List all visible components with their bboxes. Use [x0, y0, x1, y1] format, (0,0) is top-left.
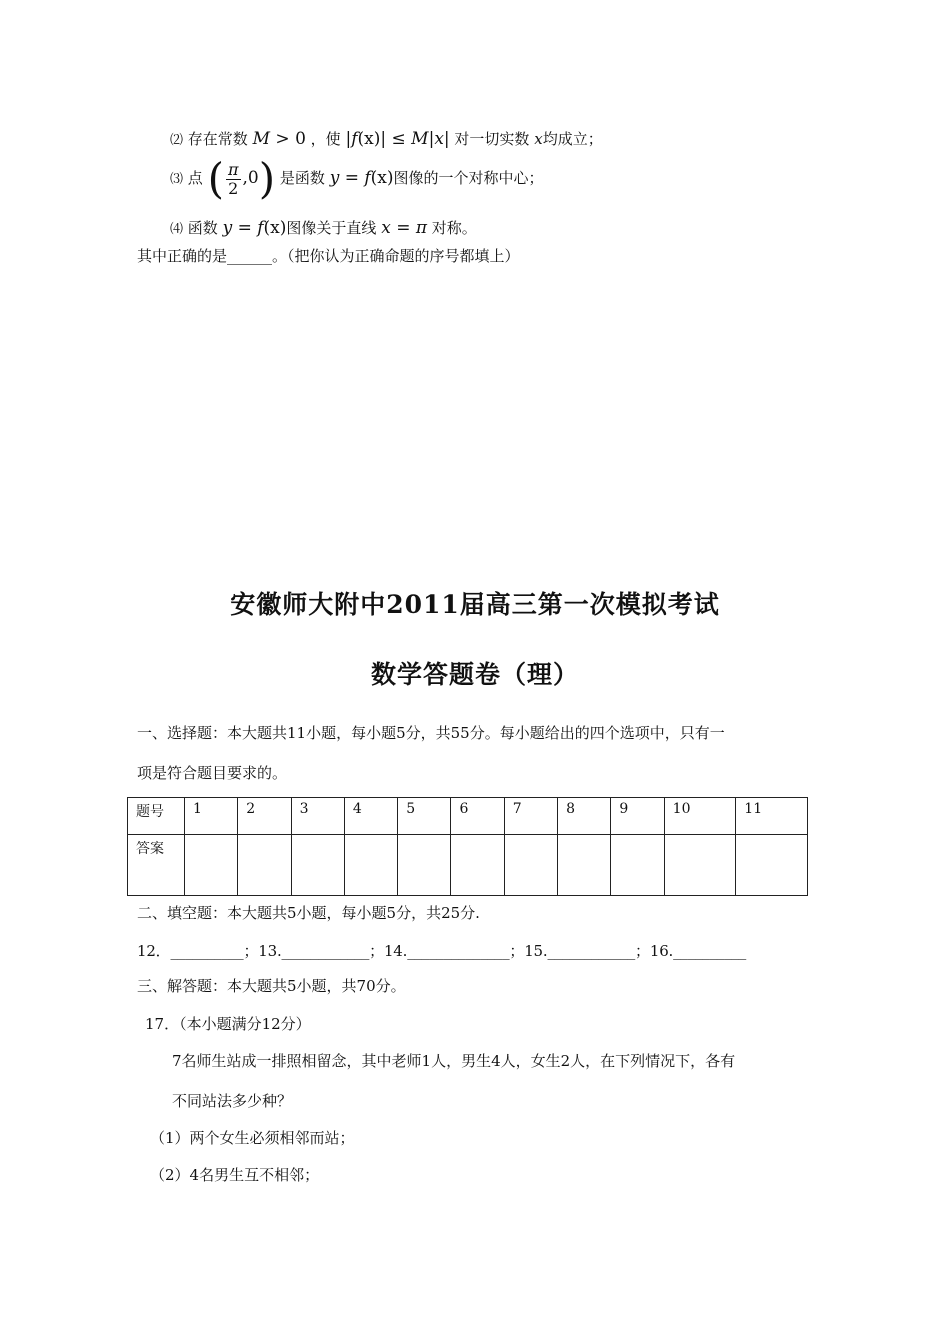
table-cell-number: 8	[558, 798, 611, 835]
page-subtitle: 数学答题卷（理）	[370, 660, 579, 689]
problem-17-header: 17．（本小题满分12分）	[145, 1015, 311, 1033]
answer-cell[interactable]	[291, 835, 344, 896]
page-title: 安徽师大附中2011届高三第一次模拟考试	[230, 590, 720, 619]
fill-in-blanks: 12．__________；13.____________；14.______________；15.____________；16.__________	[137, 942, 747, 960]
table-row-numbers	[128, 798, 808, 835]
statement-2: ⑵ 存在常数 M > 0 ，使 |f(x)| ≤ M|x| 对一切实数 x均成立；	[170, 129, 603, 149]
problem-17-text-line-2: 不同站法多少种？	[172, 1092, 293, 1110]
answer-cell[interactable]	[238, 835, 291, 896]
section-1-heading-line-1: 一、选择题：本大题共11小题，每小题5分，共55分。每小题给出的四个选项中，只有一	[137, 724, 725, 742]
table-cell-number: 1	[185, 798, 238, 835]
statement-4-number: ⑷	[170, 222, 184, 237]
statement-2-number: ⑵	[170, 133, 184, 148]
answer-cell[interactable]	[344, 835, 397, 896]
answer-cell[interactable]	[611, 835, 664, 896]
problem-17-question-1: （1）两个女生必须相邻而站；	[150, 1129, 355, 1147]
answer-prompt: 其中正确的是______。（把你认为正确命题的序号都填上）	[137, 247, 520, 265]
table-cell-number: 6	[451, 798, 504, 835]
section-3-heading: 三、解答题：本大题共5小题，共70分。	[137, 977, 406, 995]
table-label-answer: 答案	[128, 835, 185, 896]
statement-3-number: ⑶	[170, 172, 184, 187]
table-cell-number: 10	[664, 798, 736, 835]
statement-4: ⑷ 函数 y = f(x)图像关于直线 x = π 对称。	[170, 218, 477, 238]
answer-cell[interactable]	[451, 835, 504, 896]
problem-17-text-line-1: 7名师生站成一排照相留念，其中老师1人，男生4人，女生2人，在下列情况下，各有	[172, 1052, 736, 1070]
answer-cell[interactable]	[185, 835, 238, 896]
statement-3: ⑶ 点 ( $\frac{\pi}{2}$ ,0) 是函数 y = f(x)图像的一个对称中心；	[170, 154, 544, 203]
answer-cell[interactable]	[398, 835, 451, 896]
problem-17-question-2: （2）4名男生互不相邻；	[150, 1166, 320, 1184]
section-2-heading: 二、填空题：本大题共5小题，每小题5分，共25分.	[137, 904, 480, 922]
answer-table	[127, 797, 808, 896]
table-cell-number: 7	[504, 798, 557, 835]
answer-cell[interactable]	[664, 835, 736, 896]
answer-cell[interactable]	[558, 835, 611, 896]
table-cell-number: 4	[344, 798, 397, 835]
pi-over-2-fraction: $\frac{\pi}{2}$	[227, 159, 239, 198]
table-cell-number: 5	[398, 798, 451, 835]
table-cell-number: 3	[291, 798, 344, 835]
table-row-answers	[128, 835, 808, 896]
table-label-question-number: 题号	[128, 798, 185, 835]
table-cell-number: 9	[611, 798, 664, 835]
table-cell-number: 11	[736, 798, 808, 835]
answer-cell[interactable]	[504, 835, 557, 896]
section-1-heading-line-2: 项是符合题目要求的。	[137, 764, 288, 782]
answer-cell[interactable]	[736, 835, 808, 896]
table-cell-number: 2	[238, 798, 291, 835]
